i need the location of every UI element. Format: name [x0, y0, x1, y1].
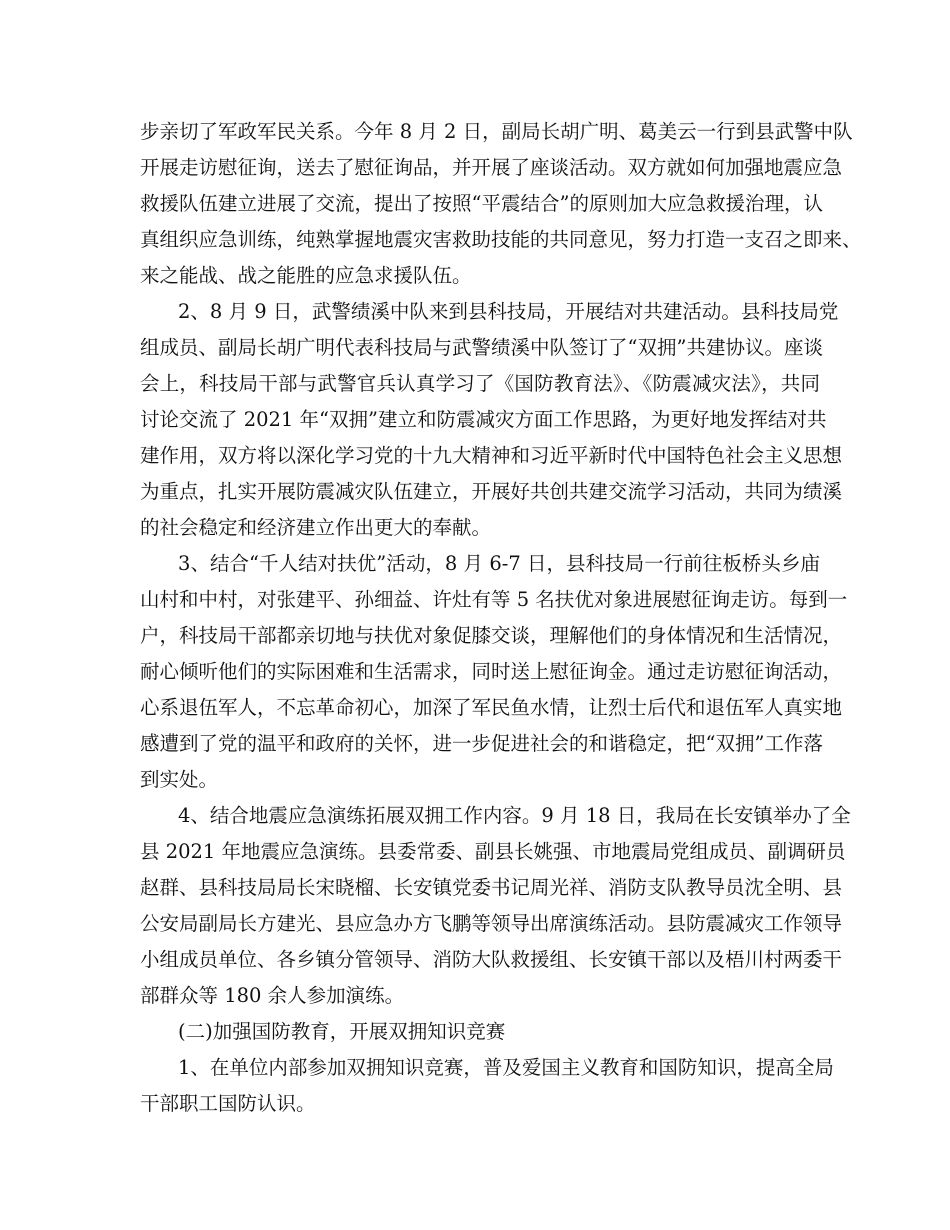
text-line: 部群众等 180 余人参加演练。: [140, 984, 405, 1007]
text-line: 会上，科技局干部与武警官兵认真学习了《国防教育法》、《防震减灾法》，共同: [140, 372, 820, 395]
text-line: 讨论交流了 2021 年“双拥”建立和防震减灾方面工作思路，为更好地发挥结对共: [140, 408, 827, 431]
text-line: 的社会稳定和经济建立作出更大的奉献。: [140, 516, 492, 539]
text-line: 为重点，扎实开展防震减灾队伍建立，开展好共创共建交流学习活动，共同为绩溪: [140, 480, 843, 503]
text-line: 组成员、副局长胡广明代表科技局与武警绩溪中队签订了“双拥”共建协议。座谈: [140, 336, 823, 359]
text-line: 步亲切了军政军民关系。今年 8 月 2 日，副局长胡广明、葛美云一行到县武警中队: [140, 120, 853, 143]
text-line: 真组织应急训练，纯熟掌握地震灾害救助技能的共同意见，努力打造一支召之即来、: [140, 228, 862, 251]
text-line: 山村和中村，对张建平、孙细益、许灶有等 5 名扶优对象进展慰征询走访。每到一: [140, 588, 848, 611]
text-line: 公安局副局长方建光、县应急办方飞鹏等领导出席演练活动。县防震减灾工作领导: [140, 912, 843, 935]
text-line: 救援队伍建立进展了交流，提出了按照“平震结合”的原则加大应急救援治理，认: [140, 192, 823, 215]
text-line: 干部职工国防认识。: [140, 1092, 316, 1115]
text-line: 赵群、县科技局局长宋晓榴、长安镇党委书记周光祥、消防支队教导员沈全明、县: [140, 876, 843, 899]
paragraph-start-line: 4、结合地震应急演练拓展双拥工作内容。9 月 18 日，我局在长安镇举办了全: [178, 804, 851, 827]
section-heading: (二)加强国防教育，开展双拥知识竞赛: [178, 1020, 506, 1043]
text-line: 县 2021 年地震应急演练。县委常委、副县长姚强、市地震局党组成员、副调研员: [140, 840, 846, 863]
paragraph-start-line: 3、结合“千人结对扶优”活动，8 月 6-7 日，县科技局一行前往板桥头乡庙: [178, 552, 820, 575]
paragraph-start-line: 2、8 月 9 日，武警绩溪中队来到县科技局，开展结对共建活动。县科技局党: [178, 300, 839, 323]
text-line: 耐心倾听他们的实际困难和生活需求，同时送上慰征询金。通过走访慰征询活动，: [140, 660, 843, 683]
text-line: 小组成员单位、各乡镇分管领导、消防大队救援组、长安镇干部以及梧川村两委干: [140, 948, 843, 971]
text-line: 户，科技局干部都亲切地与扶优对象促膝交谈，理解他们的身体情况和生活情况，: [140, 624, 843, 647]
text-line: 感遭到了党的温平和政府的关怀，进一步促进社会的和谐稳定，把“双拥”工作落: [140, 732, 823, 755]
text-line: 心系退伍军人，不忘革命初心，加深了军民鱼水情，让烈士后代和退伍军人真实地: [140, 696, 843, 719]
text-line: 来之能战、战之能胜的应急求援队伍。: [140, 264, 472, 287]
text-line: 到实处。: [140, 768, 219, 791]
paragraph-start-line: 1、在单位内部参加双拥知识竞赛，普及爱国主义教育和国防知识，提高全局: [178, 1056, 834, 1079]
text-line: 建作用，双方将以深化学习党的十九大精神和习近平新时代中国特色社会主义思想: [140, 444, 843, 467]
text-line: 开展走访慰征询，送去了慰征询品，并开展了座谈活动。双方就如何加强地震应急: [140, 156, 843, 179]
